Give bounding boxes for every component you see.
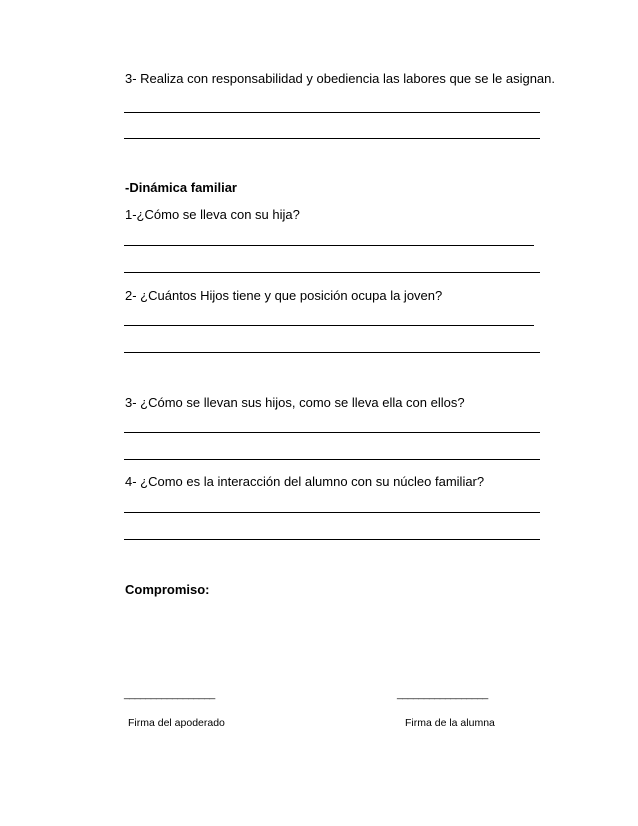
signature-line-apoderado: _________________	[124, 688, 215, 700]
answer-line	[124, 325, 534, 326]
question-1: 1-¿Cómo se lleva con su hija?	[125, 207, 300, 222]
question-3-responsabilidad: 3- Realiza con responsabilidad y obediencia las labores que se le asignan.	[125, 71, 555, 86]
question-3: 3- ¿Cómo se llevan sus hijos, como se lleva ella con ellos?	[125, 395, 465, 410]
answer-line	[124, 432, 540, 433]
answer-line	[124, 539, 540, 540]
question-4: 4- ¿Como es la interacción del alumno con su núcleo familiar?	[125, 474, 485, 489]
answer-line	[124, 459, 540, 460]
answer-line	[124, 512, 540, 513]
answer-line	[124, 138, 540, 139]
answer-line	[124, 245, 534, 246]
question-2: 2- ¿Cuántos Hijos tiene y que posición ocupa la joven?	[125, 288, 443, 303]
compromiso-heading: Compromiso:	[125, 582, 210, 597]
signature-label-apoderado: Firma del apoderado	[128, 717, 225, 729]
signature-line-alumna: _________________	[397, 688, 488, 700]
answer-line	[124, 112, 540, 113]
signature-label-alumna: Firma de la alumna	[405, 717, 495, 729]
answer-line	[124, 272, 540, 273]
answer-line	[124, 352, 540, 353]
section-title: -Dinámica familiar	[125, 180, 237, 195]
